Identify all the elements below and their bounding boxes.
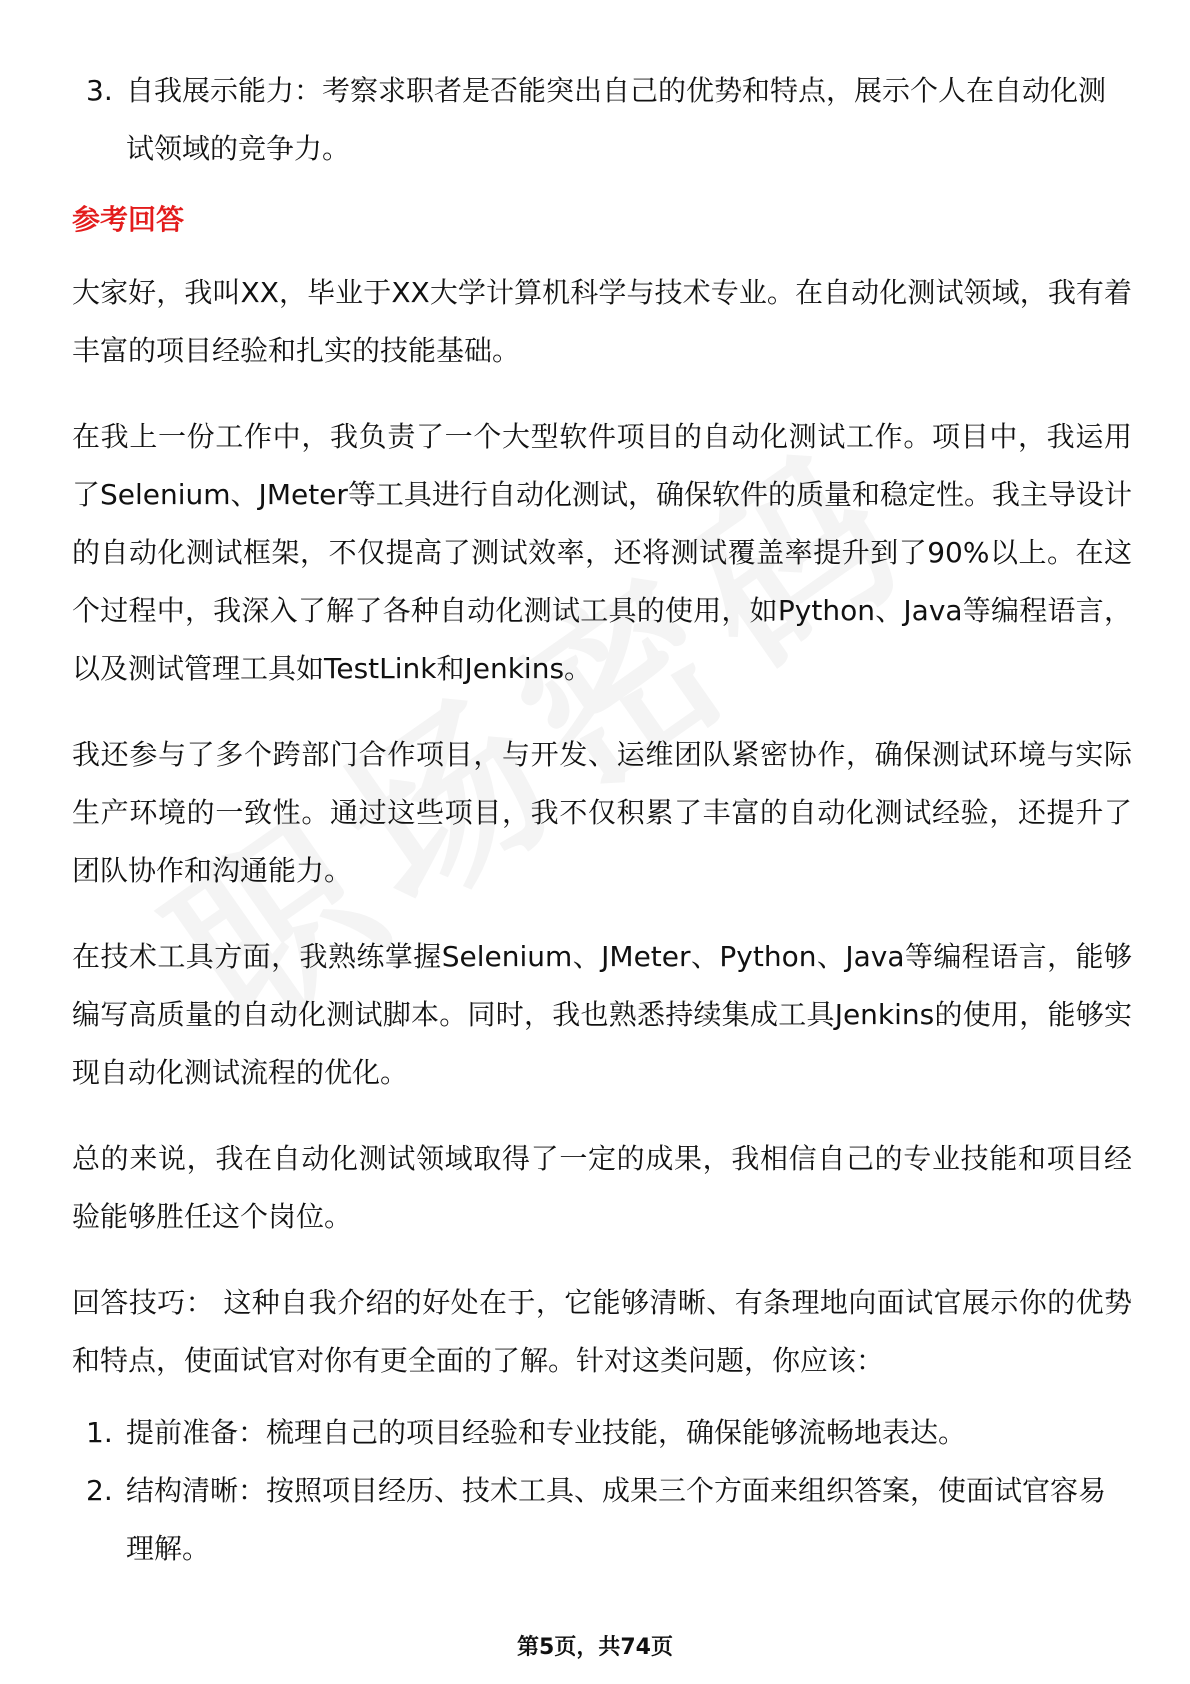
tips-list <box>72 1404 1132 1578</box>
paragraph-intro: 大家好，我叫XX，毕业于XX大学计算机科学与技术专业。在自动化测试领域，我有着丰富的项目经验和扎实的技能基础。 <box>72 276 1132 367</box>
list-text: 提前准备：梳理自己的项目经验和专业技能，确保能够流畅地表达。 <box>126 1416 967 1449</box>
list-item-2 <box>72 1462 1132 1578</box>
list-text: 自我展示能力：考察求职者是否能突出自己的优势和特点，展示个人在自动化测试领域的竞争力。 <box>126 74 1107 165</box>
list-number: 1. <box>86 1416 113 1449</box>
list-number: 3. <box>86 74 113 107</box>
paragraph-collaboration: 我还参与了多个跨部门合作项目，与开发、运维团队紧密协作，确保测试环境与实际生产环境的一致性。通过这些项目，我不仅积累了丰富的自动化测试经验，还提升了团队协作和沟通能力。 <box>72 738 1132 887</box>
section-heading: 参考回答 <box>72 203 185 236</box>
list-item-3 <box>72 62 1132 178</box>
paragraph-tools: 在技术工具方面，我熟练掌握Selenium、JMeter、Python、Java等编程语言，能够编写高质量的自动化测试脚本。同时，我也熟悉持续集成工具Jenkins的使用，能够实现自动化测试流程的优化。 <box>72 940 1132 1089</box>
list-item-1 <box>72 1404 1132 1462</box>
document-page <box>72 62 1132 1578</box>
paragraph-experience: 在我上一份工作中，我负责了一个大型软件项目的自动化测试工作。项目中，我运用了Selenium、JMeter等工具进行自动化测试，确保软件的质量和稳定性。我主导设计的自动化测试框架，不仅提高了测试效率，还将测试覆盖率提升到了90%以上。在这个过程中，我深入了解了各种自动化测试工具的使用，如Python、Java等编程语言，以及测试管理工具如TestLink和Jenkins。 <box>72 420 1132 685</box>
paragraph-tips: 回答技巧： 这种自我介绍的好处在于，它能够清晰、有条理地向面试官展示你的优势和特点，使面试官对你有更全面的了解。针对这类问题，你应该： <box>72 1286 1132 1377</box>
paragraph-summary: 总的来说，我在自动化测试领域取得了一定的成果，我相信自己的专业技能和项目经验能够胜任这个岗位。 <box>72 1142 1132 1233</box>
list-number: 2. <box>86 1474 113 1507</box>
list-text: 结构清晰：按照项目经历、技术工具、成果三个方面来组织答案，使面试官容易理解。 <box>126 1474 1107 1565</box>
page-footer: 第5页，共74页 <box>517 1635 673 1660</box>
